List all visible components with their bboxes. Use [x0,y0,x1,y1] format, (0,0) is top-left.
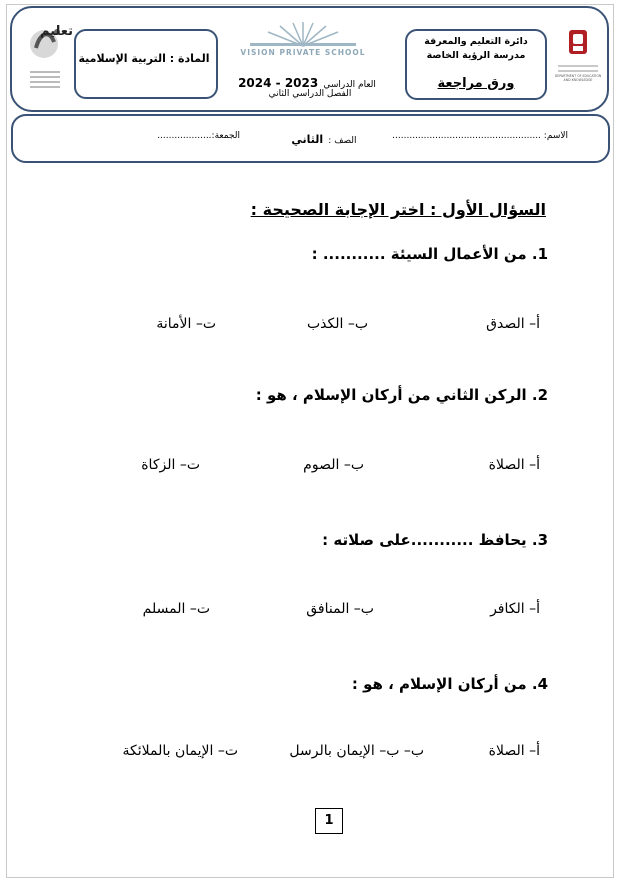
q3-option-c[interactable]: ت– المسلم [142,601,210,617]
department-logo-caption: DEPARTMENT OF EDUCATION AND KNOWLEDGE [554,74,602,82]
subject-label: المادة : التربية الإسلامية [78,52,210,65]
document-title: ورق مراجعة [437,76,515,91]
semester: الفصل الدراسي الثاني [268,89,352,99]
vision-sunburst-icon [238,22,368,48]
department-name: دائرة التعليم والمعرفة [424,36,528,47]
q2-option-a[interactable]: أ– الصلاة [488,457,540,473]
q4-option-b[interactable]: ب– ب– الإيمان بالرسل [289,743,424,759]
question-1: 1. من الأعمال السيئة ........... : [311,245,548,263]
vision-school-name: VISION PRIVATE SCHOOL [240,48,366,57]
q1-option-a[interactable]: أ– الصدق [486,316,540,332]
q3-option-b[interactable]: ب– المنافق [306,601,374,617]
section-title: السؤال الأول : اختر الإجابة الصحيحة : [250,200,546,219]
question-2: 2. الركن الثاني من أركان الإسلام ، هو : [255,386,548,404]
question-3: 3. يحافظ ...........على صلاته : [322,531,548,549]
taaleem-logo [24,18,74,98]
grade-value: الثاني [291,133,324,146]
q4-option-a[interactable]: أ– الصلاة [488,743,540,759]
q2-option-c[interactable]: ت– الزكاة [141,457,200,473]
student-name-field[interactable]: الاسم: .................................................... [392,131,568,141]
date-field[interactable]: الجمعة:................... [157,131,240,141]
q3-option-a[interactable]: أ– الكافر [490,601,540,617]
q1-option-b[interactable]: ب– الكذب [306,316,368,332]
grade-field [284,128,364,147]
q2-option-b[interactable]: ب– الصوم [303,457,364,473]
taaleem-logo-text: تعليم [40,24,74,39]
department-logo [554,26,602,96]
q1-option-c[interactable]: ت– الأمانة [156,316,216,332]
vision-school-logo [238,22,368,62]
page-number: 1 [315,808,343,834]
year-label: العام الدراسي [323,80,376,90]
school-name: مدرسة الرؤية الخاصة [426,50,526,61]
grade-label: الصف : [328,136,357,146]
question-4: 4. من أركان الإسلام ، هو : [351,675,548,693]
emblem-icon [554,26,602,60]
year-value: 2023 - 2024 [238,76,319,90]
q4-option-c[interactable]: ت– الإيمان بالملائكة [122,743,238,759]
